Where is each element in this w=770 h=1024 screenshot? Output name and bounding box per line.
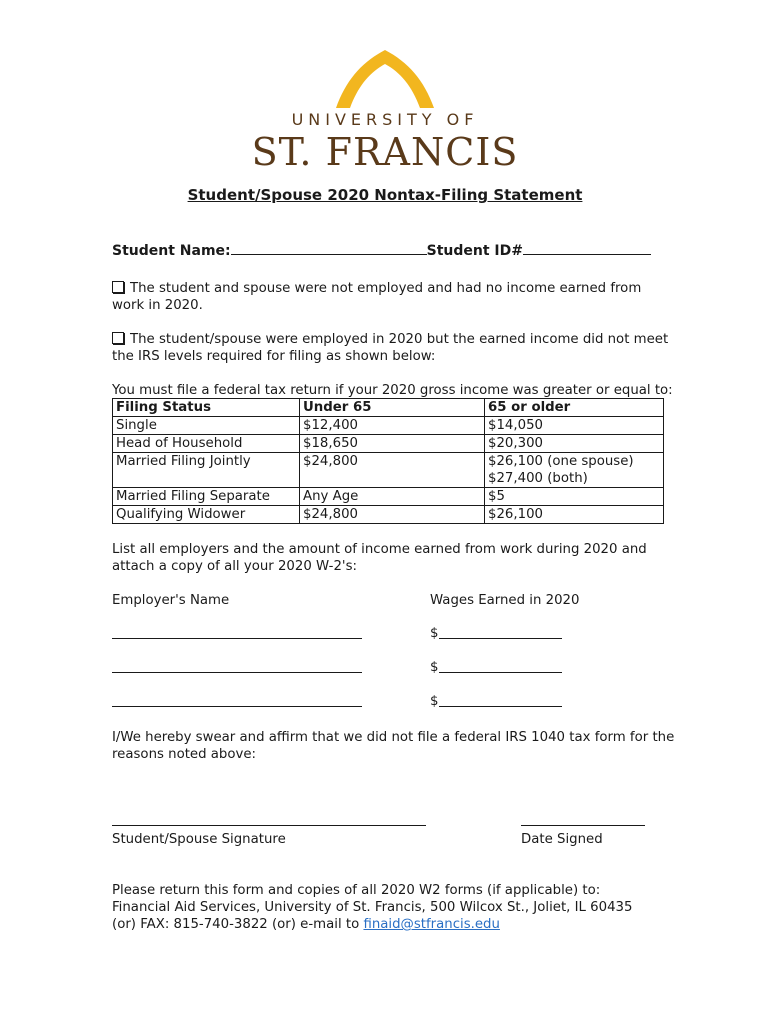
student-id-label: Student ID#: [426, 243, 523, 259]
wages-field[interactable]: [439, 672, 562, 673]
row-65-older: $26,100: [485, 506, 664, 524]
student-name-row: [112, 243, 651, 259]
row-status: Married Filing Jointly: [113, 453, 300, 488]
university-logo: [250, 46, 520, 176]
logo-university-of: UNIVERSITY OF: [291, 110, 479, 129]
page-title: Student/Spouse 2020 Nontax-Filing Statement: [187, 186, 583, 204]
option1-text: The student and spouse were not employed and had no income earned from: [130, 281, 642, 296]
employers-intro-line2: attach a copy of all your 2020 W-2's:: [112, 559, 357, 574]
header-under-65: Under 65: [300, 399, 485, 417]
table-row: [113, 488, 664, 506]
logo-st-francis: ST. FRANCIS: [251, 130, 519, 174]
option2-checkbox[interactable]: [112, 332, 124, 344]
option2-line2: the IRS levels required for filing as shown below:: [112, 349, 436, 364]
row-65-older: $5: [485, 488, 664, 506]
wages-label: Wages Earned in 2020: [430, 593, 580, 608]
row-status: Head of Household: [113, 435, 300, 453]
row-under-65: Any Age: [300, 488, 485, 506]
row-status: Married Filing Separate: [113, 488, 300, 506]
employer-name-field[interactable]: [112, 672, 362, 673]
wages-field[interactable]: [439, 638, 562, 639]
student-id-field[interactable]: [523, 254, 651, 255]
wages-dollar-sign: $: [430, 660, 439, 675]
return-fax-text: (or) FAX: 815-740-3822 (or) e-mail to: [112, 917, 364, 932]
header-65-or-older: 65 or older: [485, 399, 664, 417]
signature-field[interactable]: [112, 825, 426, 826]
row-65-older-line: $26,100 (one spouse): [488, 454, 634, 469]
filing-thresholds-table: [112, 398, 664, 524]
row-65-older: $20,300: [485, 435, 664, 453]
option1-checkbox[interactable]: [112, 281, 124, 293]
table-row: [113, 417, 664, 435]
return-line2: Financial Aid Services, University of St. Francis, 500 Wilcox St., Joliet, IL 60435: [112, 900, 633, 915]
row-under-65: $12,400: [300, 417, 485, 435]
table-header-row: [113, 399, 664, 417]
row-under-65: $24,800: [300, 506, 485, 524]
row-status: Single: [113, 417, 300, 435]
row-under-65: $18,650: [300, 435, 485, 453]
option1-line1: [112, 280, 641, 297]
wages-dollar-sign: $: [430, 626, 439, 641]
employer-name-field[interactable]: [112, 706, 362, 707]
arch-icon: [250, 46, 520, 108]
header-filing-status: Filing Status: [113, 399, 300, 417]
signature-label: Student/Spouse Signature: [112, 832, 286, 847]
employer-name-field[interactable]: [112, 638, 362, 639]
table-row: [113, 453, 664, 488]
date-signed-label: Date Signed: [521, 832, 603, 847]
option2-line1: [112, 331, 668, 348]
student-name-field[interactable]: [231, 254, 427, 255]
employer-name-label: Employer's Name: [112, 593, 230, 608]
affirm-line2: reasons noted above:: [112, 747, 257, 762]
student-name-label: Student Name:: [112, 243, 231, 259]
table-row: [113, 435, 664, 453]
return-line1: Please return this form and copies of all 2020 W2 forms (if applicable) to:: [112, 883, 601, 898]
affirm-line1: I/We hereby swear and affirm that we did not file a federal IRS 1040 tax form for the: [112, 730, 675, 745]
wages-dollar-sign: $: [430, 694, 439, 709]
row-65-older-line: $27,400 (both): [488, 471, 588, 486]
row-under-65: $24,800: [300, 453, 485, 488]
table-row: [113, 506, 664, 524]
row-65-older: [485, 453, 664, 488]
employers-intro-line1: List all employers and the amount of income earned from work during 2020 and: [112, 542, 647, 557]
return-line3: [112, 916, 500, 933]
wages-field[interactable]: [439, 706, 562, 707]
row-status: Qualifying Widower: [113, 506, 300, 524]
date-signed-field[interactable]: [521, 825, 645, 826]
table-intro: You must file a federal tax return if your 2020 gross income was greater or equal to:: [112, 383, 673, 398]
email-link[interactable]: finaid@stfrancis.edu: [363, 917, 500, 932]
option2-text: The student/spouse were employed in 2020 but the earned income did not meet: [130, 332, 669, 347]
option1-line2: work in 2020.: [112, 298, 203, 313]
row-65-older: $14,050: [485, 417, 664, 435]
